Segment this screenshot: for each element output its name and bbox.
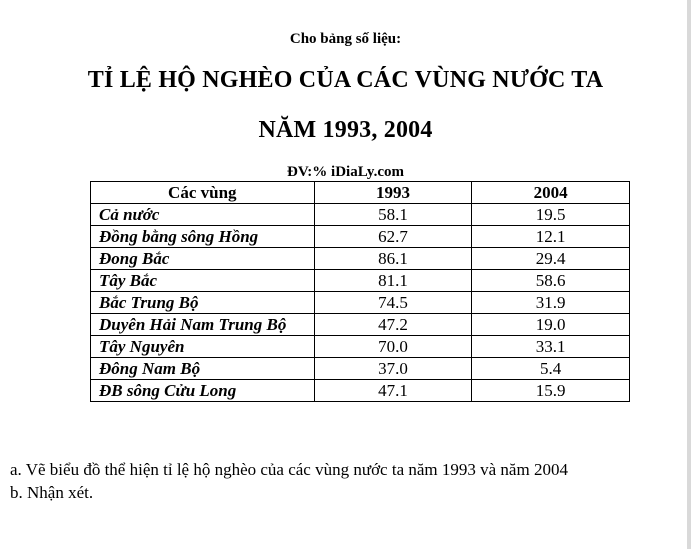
region-name: Duyên Hải Nam Trung Bộ <box>91 314 315 336</box>
table-row <box>91 204 630 226</box>
value-1993: 37.0 <box>314 358 472 380</box>
value-2004: 29.4 <box>472 248 630 270</box>
region-name: Tây Bắc <box>91 270 315 292</box>
table-row <box>91 270 630 292</box>
table-row <box>91 248 630 270</box>
value-1993: 81.1 <box>314 270 472 292</box>
table-row <box>91 314 630 336</box>
value-2004: 15.9 <box>472 380 630 402</box>
region-name: Đồng bằng sông Hồng <box>91 226 315 248</box>
region-name: Đong Bắc <box>91 248 315 270</box>
value-1993: 86.1 <box>314 248 472 270</box>
value-2004: 5.4 <box>472 358 630 380</box>
table-row <box>91 358 630 380</box>
region-name: Cả nước <box>91 204 315 226</box>
table-title-line-2: NĂM 1993, 2004 <box>258 117 433 143</box>
value-2004: 12.1 <box>472 226 630 248</box>
header-region: Các vùng <box>91 182 315 204</box>
value-1993: 58.1 <box>314 204 472 226</box>
table-header-row <box>91 182 630 204</box>
value-1993: 47.2 <box>314 314 472 336</box>
table-row <box>91 336 630 358</box>
region-name: Đông Nam Bộ <box>91 358 315 380</box>
value-1993: 74.5 <box>314 292 472 314</box>
region-name: Bắc Trung Bộ <box>91 292 315 314</box>
table-title-line-1: TỈ LỆ HỘ NGHÈO CỦA CÁC VÙNG NƯỚC TA <box>87 67 604 93</box>
value-2004: 19.5 <box>472 204 630 226</box>
value-1993: 62.7 <box>314 226 472 248</box>
region-name: Tây Nguyên <box>91 336 315 358</box>
header-2004: 2004 <box>472 182 630 204</box>
poverty-rate-table <box>90 181 630 402</box>
table-row <box>91 380 630 402</box>
value-2004: 33.1 <box>472 336 630 358</box>
value-2004: 58.6 <box>472 270 630 292</box>
value-1993: 70.0 <box>314 336 472 358</box>
unit-note: ĐV:% iDiaLy.com <box>287 164 404 180</box>
header-1993: 1993 <box>314 182 472 204</box>
value-2004: 31.9 <box>472 292 630 314</box>
question-a: a. Vẽ biểu đồ thể hiện tỉ lệ hộ nghèo của các vùng nước ta năm 1993 và năm 2004 <box>10 460 568 479</box>
region-name: ĐB sông Cửu Long <box>91 380 315 402</box>
value-2004: 19.0 <box>472 314 630 336</box>
question-b: b. Nhận xét. <box>10 483 94 502</box>
intro-text: Cho bảng số liệu: <box>289 31 402 47</box>
table-row <box>91 226 630 248</box>
table-row <box>91 292 630 314</box>
value-1993: 47.1 <box>314 380 472 402</box>
